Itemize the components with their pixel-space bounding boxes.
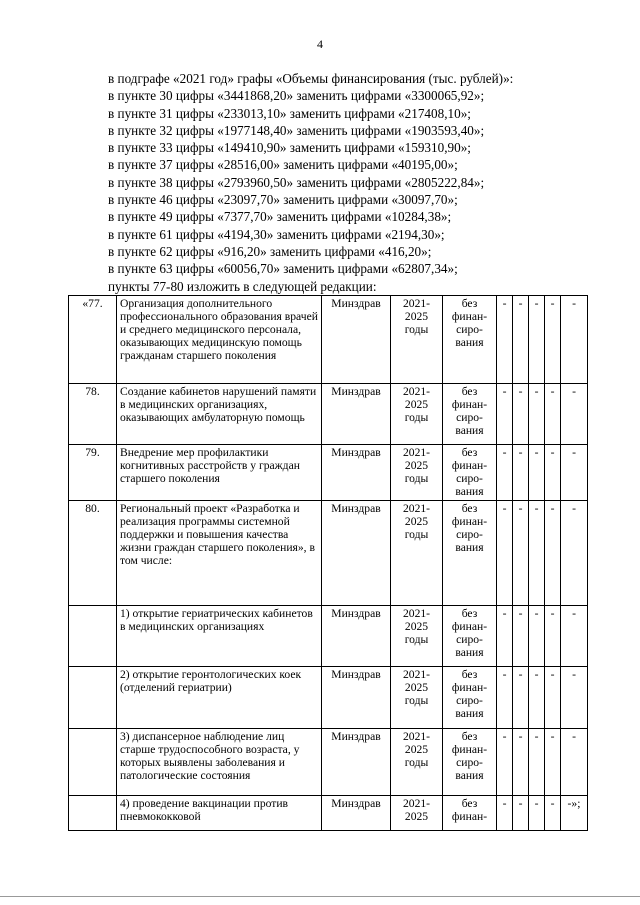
value-cell: - xyxy=(513,384,529,445)
value-cell: - xyxy=(529,501,545,606)
activity-name: Организация дополнительного профессионального образования врачей и среднего медицинского персонала, оказывающих медицинскую помощь гражданам старшего поколения xyxy=(117,296,322,384)
table-row xyxy=(69,501,588,606)
value-cell: - xyxy=(513,796,529,831)
funding-source: без финан- xyxy=(443,796,497,831)
value-cell: - xyxy=(513,445,529,501)
table-row xyxy=(69,445,588,501)
executor: Минздрав xyxy=(322,501,391,606)
funding-source: без финан- сиро- вания xyxy=(443,606,497,667)
value-cell: - xyxy=(513,667,529,729)
executor: Минздрав xyxy=(322,796,391,831)
value-cell: - xyxy=(513,501,529,606)
value-cell: - xyxy=(545,445,561,501)
implementation-period: 2021- 2025 годы xyxy=(391,667,443,729)
executor: Минздрав xyxy=(322,729,391,796)
text-line: в пункте 33 цифры «149410,90» заменить цифрами «159310,90»; xyxy=(108,140,471,156)
funding-source: без финан- сиро- вания xyxy=(443,667,497,729)
value-cell: - xyxy=(513,606,529,667)
value-cell: - xyxy=(561,296,588,384)
value-cell: - xyxy=(561,729,588,796)
value-cell: - xyxy=(529,796,545,831)
value-cell: - xyxy=(545,796,561,831)
value-cell: - xyxy=(561,667,588,729)
text-line: в пункте 61 цифры «4194,30» заменить цифрами «2194,30»; xyxy=(108,226,445,242)
text-line: в пункте 38 цифры «2793960,50» заменить цифрами «2805222,84»; xyxy=(108,174,485,190)
value-cell: - xyxy=(545,729,561,796)
activity-name: Внедрение мер профилактики когнитивных расстройств у граждан старшего поколения xyxy=(117,445,322,501)
item-number: 78. xyxy=(69,384,117,445)
implementation-period: 2021- 2025 годы xyxy=(391,445,443,501)
activity-name: Создание кабинетов нарушений памяти в медицинских организациях, оказывающих амбулаторную помощь xyxy=(117,384,322,445)
value-cell: - xyxy=(529,729,545,796)
value-cell: - xyxy=(529,384,545,445)
value-cell: - xyxy=(497,606,513,667)
value-cell: - xyxy=(497,501,513,606)
implementation-period: 2021- 2025 годы xyxy=(391,606,443,667)
value-cell: - xyxy=(497,445,513,501)
page-bottom-rule xyxy=(0,896,640,897)
text-line: в подграфе «2021 год» графы «Объемы финансирования (тыс. рублей)»: xyxy=(108,71,514,86)
implementation-period: 2021- 2025 годы xyxy=(391,384,443,445)
program-table xyxy=(68,295,588,831)
executor: Минздрав xyxy=(322,445,391,501)
implementation-period: 2021- 2025 годы xyxy=(391,296,443,384)
item-number xyxy=(69,796,117,831)
value-cell: - xyxy=(497,667,513,729)
funding-source: без финан- сиро- вания xyxy=(443,384,497,445)
page-number: 4 xyxy=(317,37,323,51)
value-cell: - xyxy=(513,729,529,796)
table-body xyxy=(69,296,588,831)
text-line: в пункте 62 цифры «916,20» заменить цифрами «416,20»; xyxy=(108,243,432,259)
value-cell: - xyxy=(545,501,561,606)
funding-source: без финан- сиро- вания xyxy=(443,445,497,501)
funding-source: без финан- сиро- вания xyxy=(443,501,497,606)
value-cell: - xyxy=(497,796,513,831)
item-number: «77. xyxy=(69,296,117,384)
value-cell: - xyxy=(513,296,529,384)
executor: Минздрав xyxy=(322,384,391,445)
value-cell: - xyxy=(545,606,561,667)
activity-name: 4) проведение вакцинации против пневмококковой xyxy=(117,796,322,831)
amendment-text xyxy=(108,70,608,295)
activity-name: 3) диспансерное наблюдение лиц старше трудоспособного возраста, у которых выявлены заболевания и патологические состояния xyxy=(117,729,322,796)
table-row xyxy=(69,296,588,384)
value-cell: - xyxy=(497,729,513,796)
item-number: 79. xyxy=(69,445,117,501)
value-cell: - xyxy=(545,667,561,729)
implementation-period: 2021- 2025 годы xyxy=(391,501,443,606)
text-line: в пункте 31 цифры «233013,10» заменить цифрами «217408,10»; xyxy=(108,105,471,121)
table-row xyxy=(69,667,588,729)
table-row xyxy=(69,384,588,445)
text-line: в пункте 63 цифры «60056,70» заменить цифрами «62807,34»; xyxy=(108,261,458,277)
value-cell: - xyxy=(497,296,513,384)
value-cell: - xyxy=(561,501,588,606)
value-cell: - xyxy=(561,445,588,501)
value-cell: - xyxy=(561,384,588,445)
item-number xyxy=(69,606,117,667)
text-line: в пункте 49 цифры «7377,70» заменить цифрами «10284,38»; xyxy=(108,209,452,225)
item-number: 80. xyxy=(69,501,117,606)
value-cell: - xyxy=(529,445,545,501)
value-cell: - xyxy=(545,296,561,384)
table-row xyxy=(69,796,588,831)
activity-name: Региональный проект «Разработка и реализация программы системной поддержки и повышения качества жизни граждан старшего поколения», в том числе: xyxy=(117,501,322,606)
value-cell: - xyxy=(545,384,561,445)
executor: Минздрав xyxy=(322,606,391,667)
table-row xyxy=(69,729,588,796)
text-line: в пункте 46 цифры «23097,70» заменить цифрами «30097,70»; xyxy=(108,192,458,208)
text-line: в пункте 32 цифры «1977148,40» заменить цифрами «1903593,40»; xyxy=(108,122,485,138)
implementation-period: 2021- 2025 годы xyxy=(391,729,443,796)
value-cell: - xyxy=(529,606,545,667)
executor: Минздрав xyxy=(322,296,391,384)
item-number xyxy=(69,667,117,729)
text-line: в пункте 30 цифры «3441868,20» заменить цифрами «3300065,92»; xyxy=(108,88,485,104)
value-cell: -»; xyxy=(561,796,588,831)
executor: Минздрав xyxy=(322,667,391,729)
item-number xyxy=(69,729,117,796)
text-line: пункты 77-80 изложить в следующей редакции: xyxy=(108,278,377,294)
text-line: в пункте 37 цифры «28516,00» заменить цифрами «40195,00»; xyxy=(108,157,458,173)
table-row xyxy=(69,606,588,667)
activity-name: 2) открытие геронтологических коек (отделений гериатрии) xyxy=(117,667,322,729)
value-cell: - xyxy=(529,296,545,384)
implementation-period: 2021- 2025 xyxy=(391,796,443,831)
value-cell: - xyxy=(529,667,545,729)
funding-source: без финан- сиро- вания xyxy=(443,296,497,384)
value-cell: - xyxy=(497,384,513,445)
funding-source: без финан- сиро- вания xyxy=(443,729,497,796)
activity-name: 1) открытие гериатрических кабинетов в медицинских организациях xyxy=(117,606,322,667)
value-cell: - xyxy=(561,606,588,667)
